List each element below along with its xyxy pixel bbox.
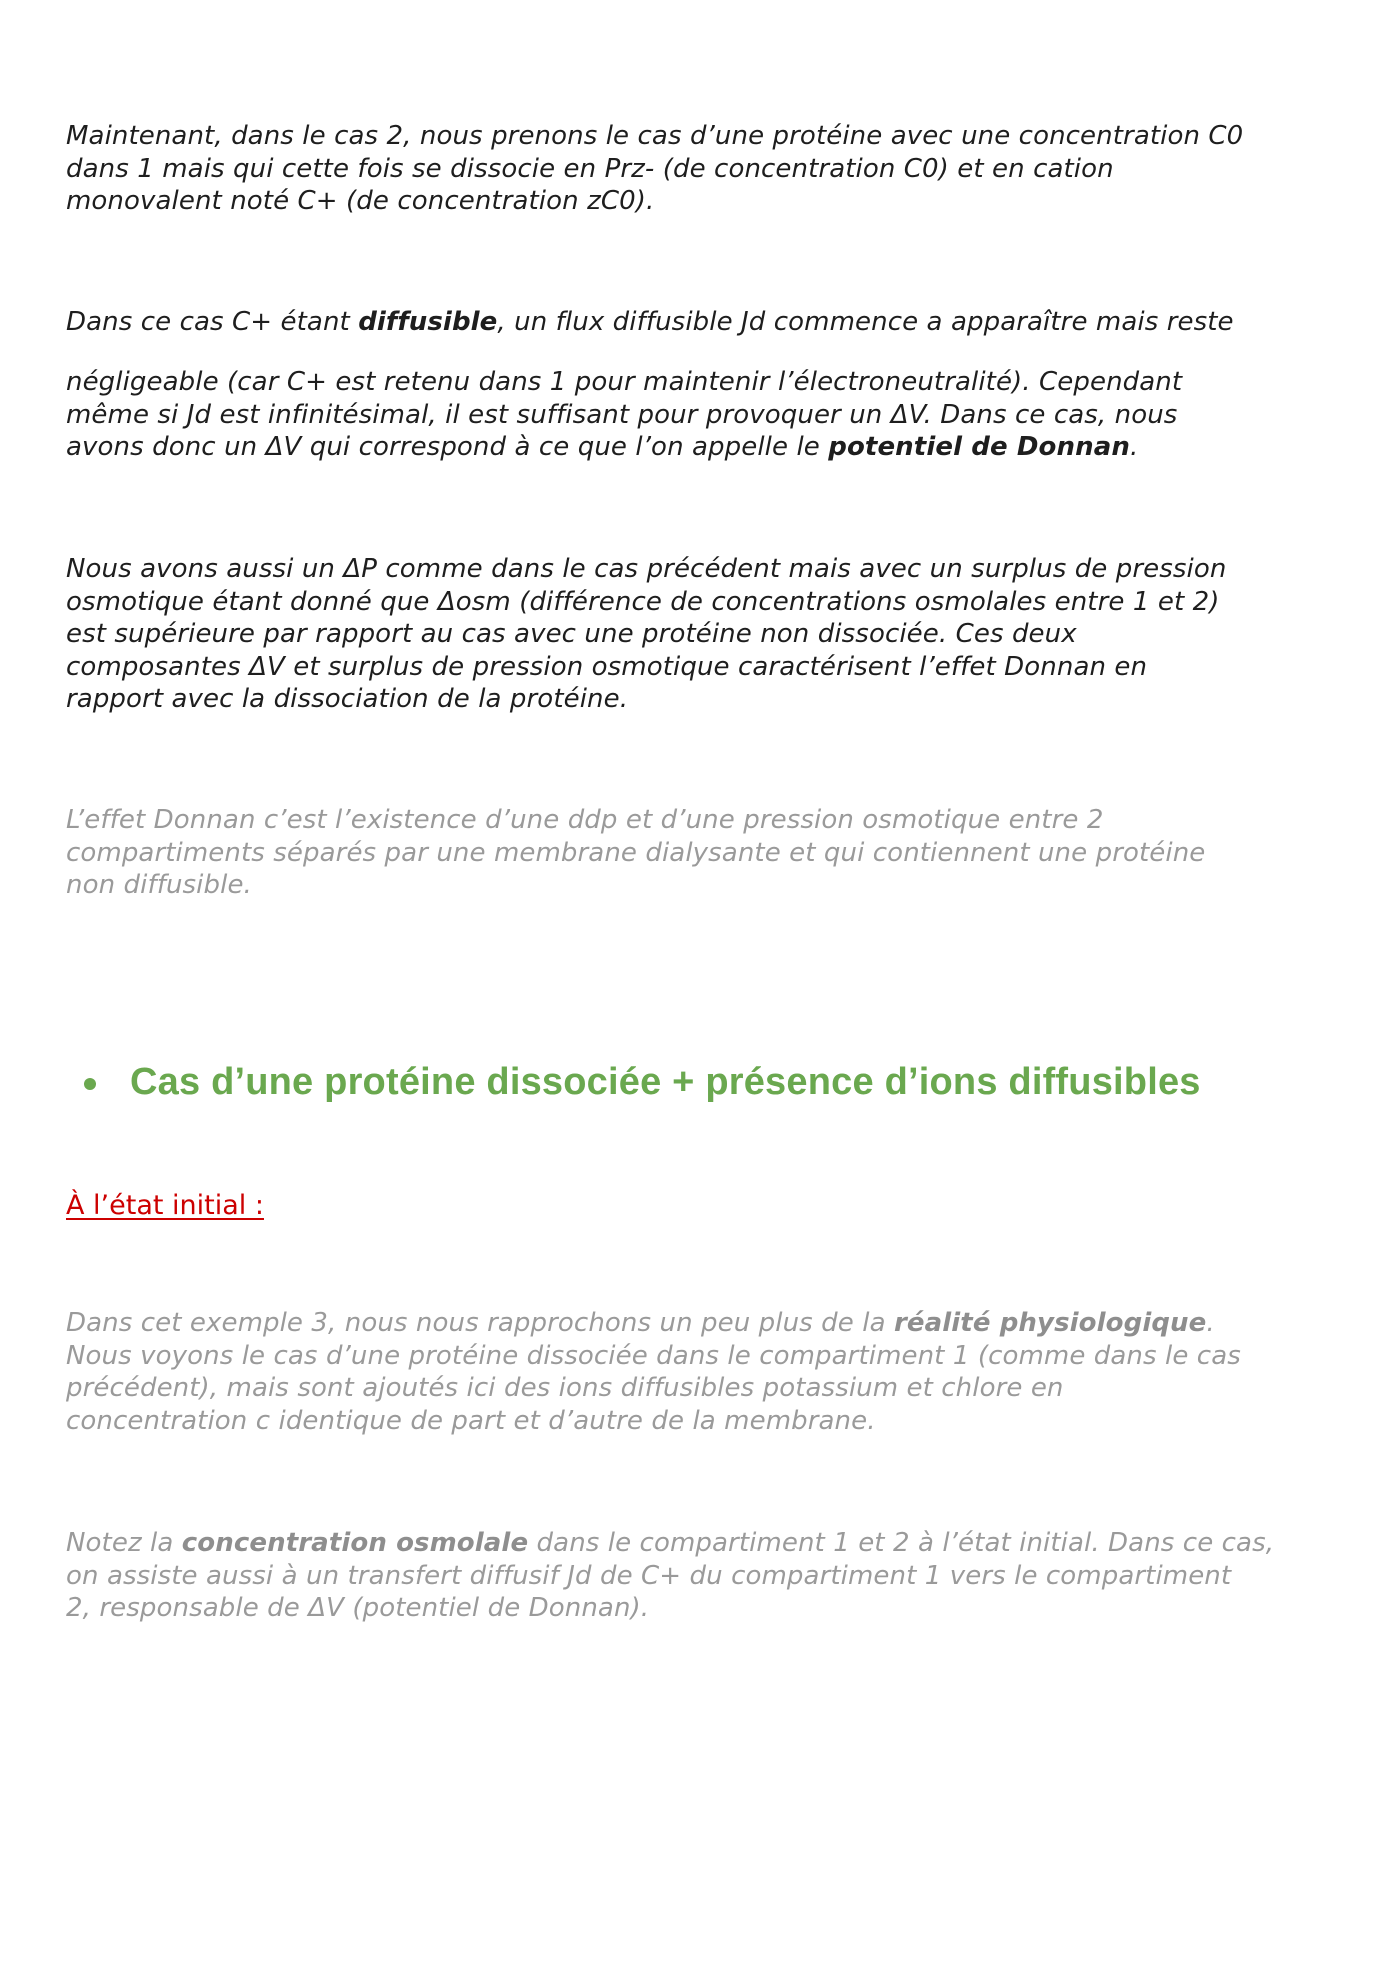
text-line — [66, 431, 1356, 464]
paragraph-pression-osmotique — [66, 553, 1356, 716]
bullet-icon — [84, 1078, 96, 1090]
text-line: négligeable (car C+ est retenu dans 1 pour maintenir l’électroneutralité). Cependant — [66, 367, 1183, 397]
text-line: est supérieure par rapport au cas avec une protéine non dissociée. Ces deux — [66, 619, 1077, 649]
text-line — [66, 1527, 1356, 1560]
text-line: Nous voyons le cas d’une protéine dissociée dans le compartiment 1 (comme dans le cas — [66, 1340, 1241, 1371]
text-line — [66, 1307, 1356, 1340]
text-run: Dans cet exemple 3, nous nous rapprochons un peu plus de la — [66, 1308, 894, 1338]
paragraph-concentration-osmolale — [66, 1527, 1356, 1625]
text-line: Nous avons aussi un ΔP comme dans le cas précédent mais avec un surplus de pression — [66, 554, 1227, 584]
text-run: Notez la — [66, 1528, 182, 1558]
text-run: . — [1206, 1308, 1215, 1338]
bold-term-diffusible: diffusible — [358, 307, 498, 337]
text-line: composantes ΔV et surplus de pression osmotique caractérisent l’effet Donnan en — [66, 651, 1148, 682]
text-line: précédent), mais sont ajoutés ici des ions diffusibles potassium et chlore en — [66, 1373, 1064, 1403]
text-line: rapport avec la dissociation de la protéine. — [66, 684, 629, 714]
text-line — [66, 306, 1356, 339]
paragraph-cas-2-intro — [66, 120, 1356, 218]
section-heading-text: Cas d’une protéine dissociée + présence d’ions diffusibles — [130, 1060, 1201, 1103]
text-line: non diffusible. — [66, 870, 252, 900]
text-line: monovalent noté C+ (de concentration zC0). — [66, 186, 655, 216]
paragraph-potentiel-donnan — [66, 366, 1356, 464]
text-line: 2, responsable de ΔV (potentiel de Donnan). — [66, 1593, 650, 1623]
bold-term-potentiel-de-donnan: potentiel de Donnan — [828, 432, 1130, 462]
text-run: dans le compartiment 1 et 2 à l’état initial. Dans ce cas, — [528, 1528, 1275, 1558]
text-line: L’effet Donnan c’est l’existence d’une ddp et d’une pression osmotique entre 2 — [66, 805, 1104, 835]
text-line: même si Jd est infinitésimal, il est suffisant pour provoquer un ΔV. Dans ce cas, nous — [66, 399, 1178, 430]
bold-term-realite-physiologique: réalité physiologique — [893, 1308, 1207, 1338]
paragraph-exemple-3 — [66, 1307, 1356, 1437]
text-line: dans 1 mais qui cette fois se dissocie en Prz- (de concentration C0) et en cation — [66, 153, 1114, 184]
paragraph-diffusible — [66, 306, 1356, 339]
text-line: concentration c identique de part et d’autre de la membrane. — [66, 1405, 876, 1436]
text-line: on assiste aussi à un transfert diffusif Jd de C+ du compartiment 1 vers le compartiment — [66, 1560, 1232, 1591]
paragraph-definition-effet-donnan — [66, 804, 1356, 902]
section-heading — [84, 1056, 1201, 1108]
text-line: osmotique étant donné que Δosm (différence de concentrations osmolales entre 1 et 2) — [66, 586, 1220, 617]
text-line: Maintenant, dans le cas 2, nous prenons le cas d’une protéine avec une concentration C0 — [66, 121, 1244, 151]
text-run: , un flux diffusible Jd commence a apparaître mais reste — [497, 307, 1234, 337]
text-run: . — [1129, 432, 1139, 462]
text-run: Dans ce cas C+ étant — [66, 307, 359, 337]
text-run: avons donc un ΔV qui correspond à ce que l’on appelle le — [66, 432, 829, 462]
text-line: compartiments séparés par une membrane dialysante et qui contiennent une protéine — [66, 837, 1206, 868]
bold-term-concentration-osmolale: concentration osmolale — [181, 1528, 529, 1558]
subheading-etat-initial: À l’état initial : — [66, 1190, 264, 1221]
